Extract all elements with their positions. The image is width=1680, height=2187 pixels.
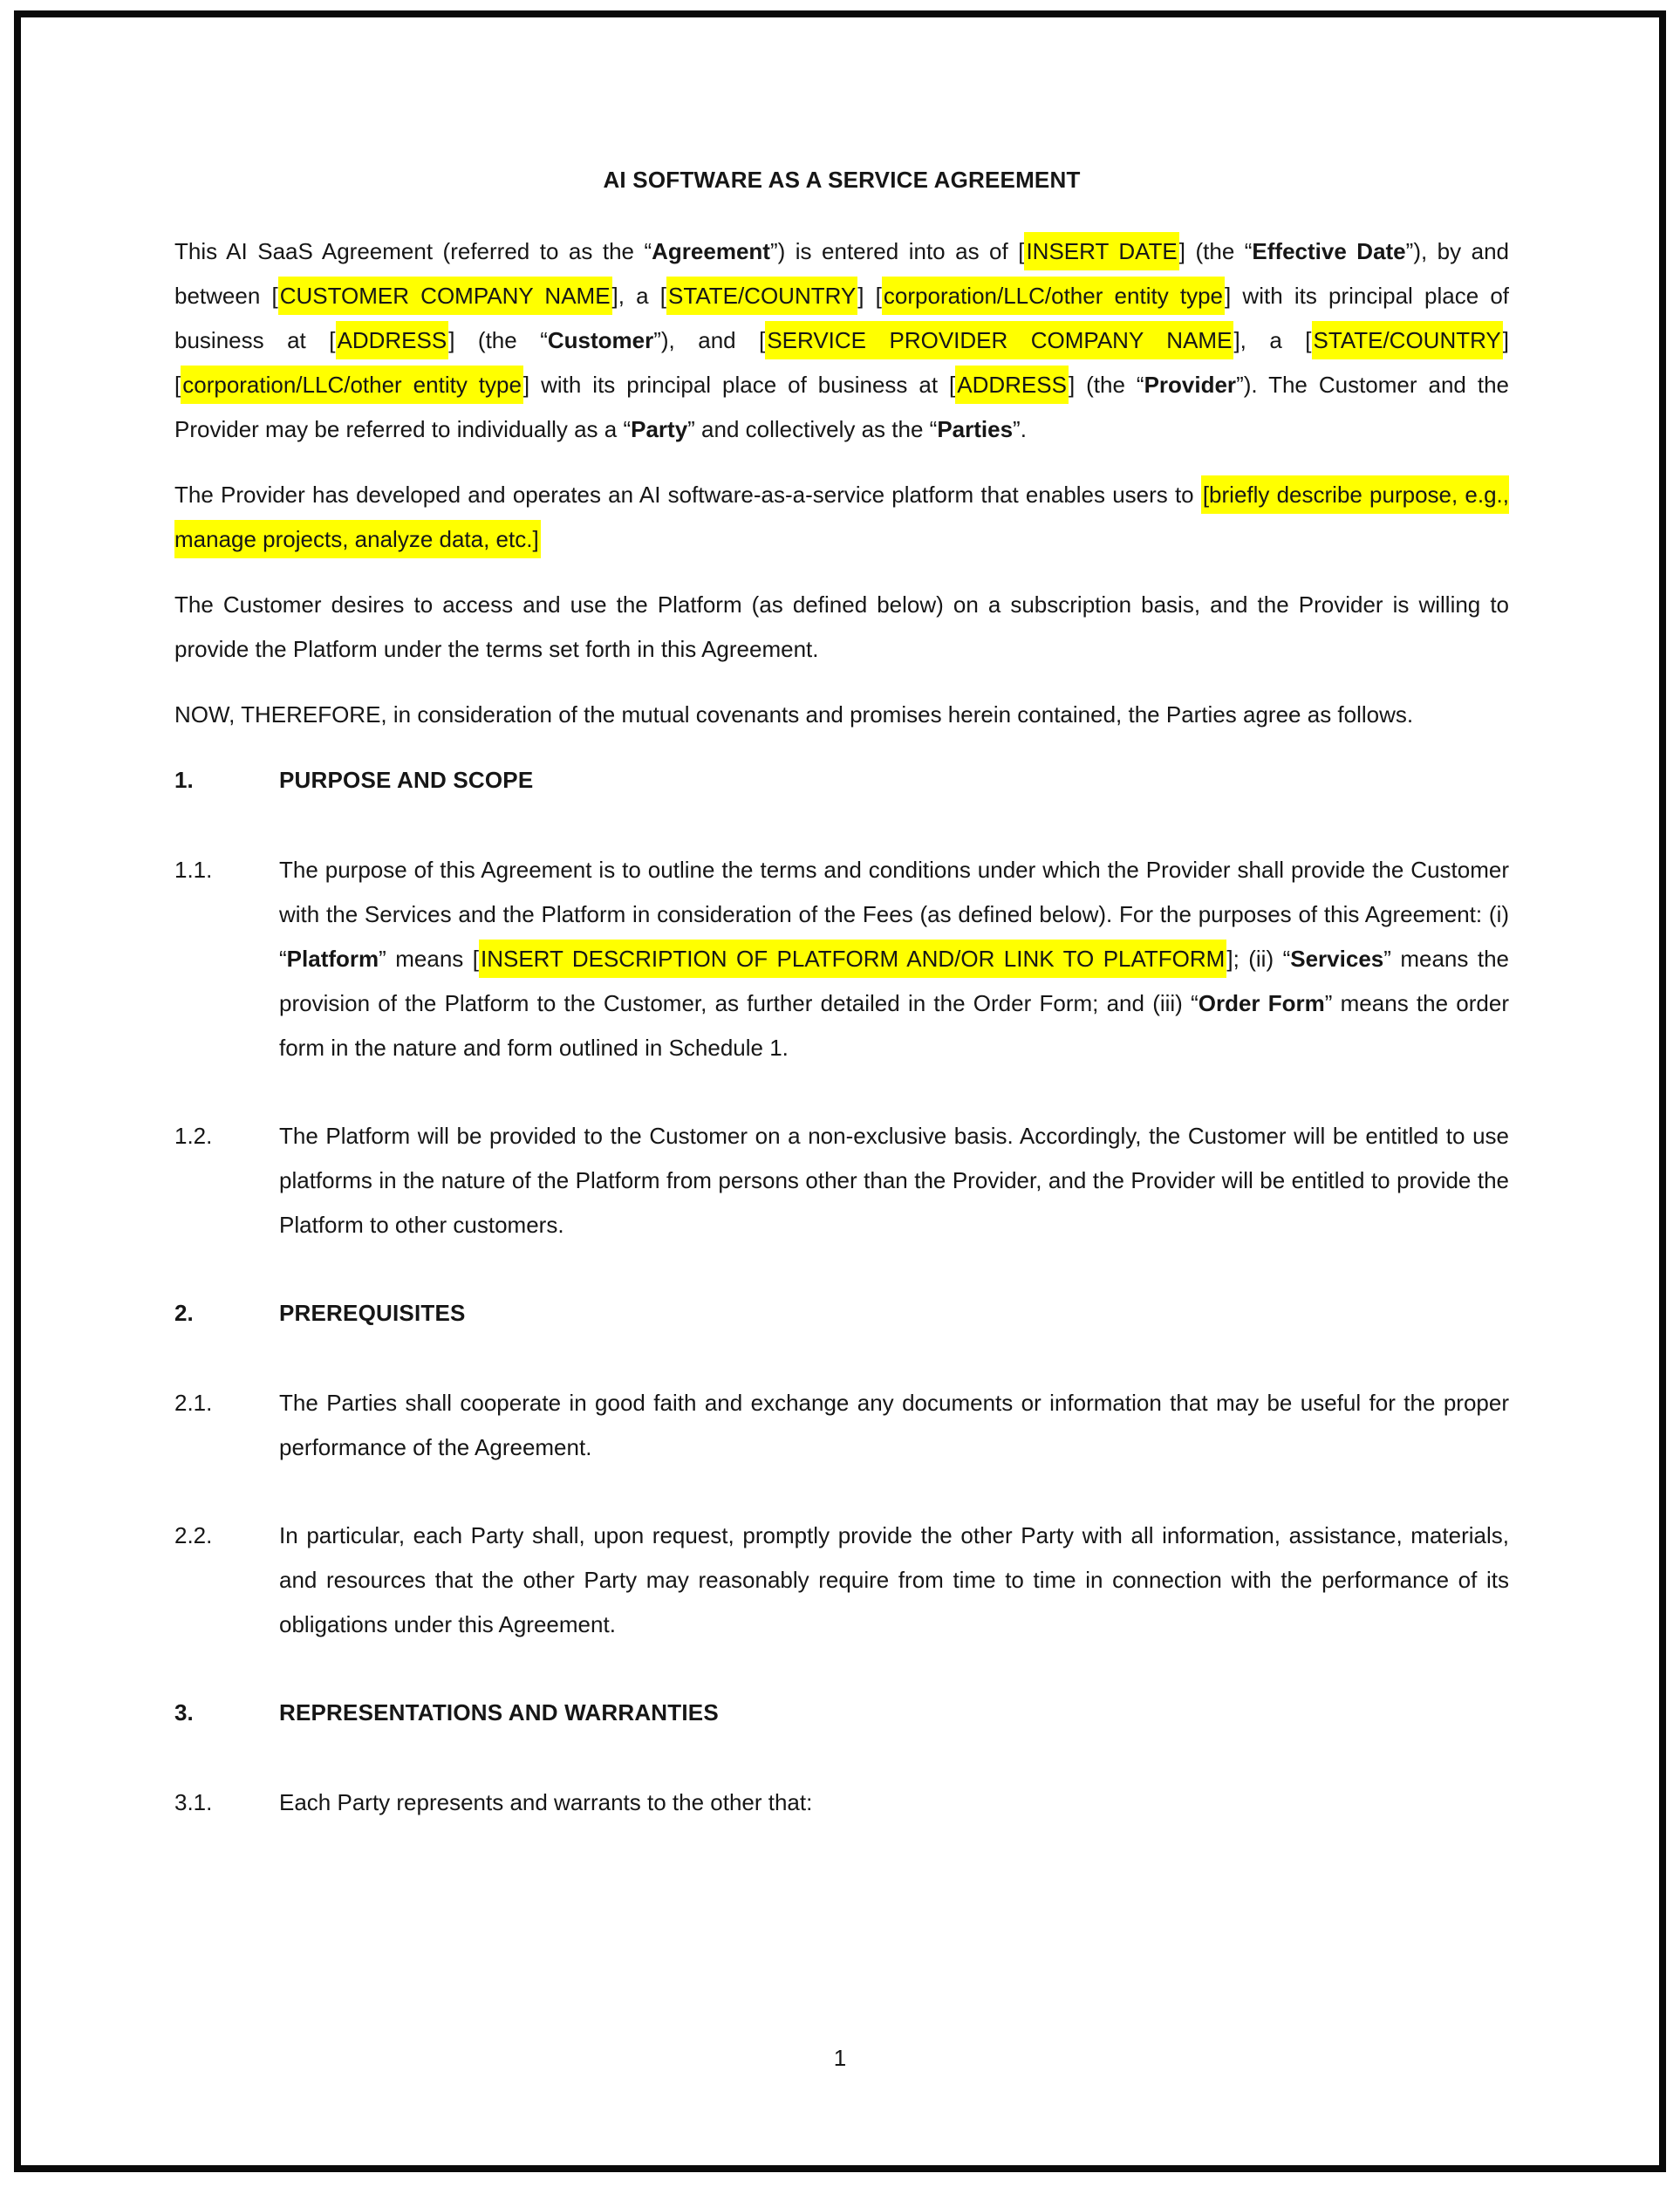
text-run: ] (the “ bbox=[1068, 372, 1144, 398]
bold-defined-term: Provider bbox=[1144, 372, 1237, 398]
text-run: ”), by and between [ bbox=[174, 238, 1510, 309]
block-text bbox=[174, 473, 1509, 562]
text-run: ” means the order form in the nature and form outlined in Schedule 1. bbox=[279, 990, 1509, 1061]
page-number: 1 bbox=[833, 2045, 847, 2071]
section-heading bbox=[174, 758, 1509, 803]
section-heading bbox=[174, 1291, 1509, 1336]
highlighted-placeholder: ADDRESS bbox=[336, 321, 449, 359]
text-run: ” means [ bbox=[379, 946, 479, 972]
text-run: In particular, each Party shall, upon request, promptly provide the other Party with all information, assistance, materials, and resources that the other Party may reasonably require from time to time in connection with the performance of its obligations under this Agreement. bbox=[279, 1522, 1509, 1637]
clause-number: 2.1. bbox=[174, 1390, 213, 1416]
numbered-clause bbox=[174, 1514, 1509, 1647]
block-text bbox=[174, 229, 1509, 452]
text-run: Each Party represents and warrants to the other that: bbox=[279, 1789, 813, 1815]
section-heading bbox=[174, 1691, 1509, 1735]
block-text bbox=[279, 1114, 1509, 1247]
clause-number: 3. bbox=[174, 1699, 194, 1726]
block-text bbox=[279, 1780, 1509, 1825]
highlighted-placeholder: corporation/LLC/other entity type bbox=[882, 277, 1225, 315]
paragraph bbox=[174, 693, 1509, 737]
highlighted-placeholder: ADDRESS bbox=[955, 366, 1069, 404]
numbered-clause bbox=[174, 1114, 1509, 1247]
text-run: ] with its principal place of business at [ bbox=[174, 283, 1510, 353]
clause-number: 1. bbox=[174, 767, 194, 793]
document-title: AI SOFTWARE AS A SERVICE AGREEMENT bbox=[603, 167, 1081, 193]
block-text bbox=[279, 1381, 1509, 1470]
text-run: PURPOSE AND SCOPE bbox=[279, 767, 534, 793]
bold-defined-term: Services bbox=[1290, 946, 1384, 972]
block-text bbox=[174, 693, 1509, 737]
text-run: ] with its principal place of business at [ bbox=[522, 372, 956, 398]
numbered-clause bbox=[174, 1780, 1509, 1825]
text-run: ” and collectively as the “ bbox=[687, 416, 938, 442]
text-run: The purpose of this Agreement is to outline the terms and conditions under which the Provider shall provide the Customer with the Services and the Platform in consideration of the Fees (as defined below). For the purposes of this Agreement: (i) “ bbox=[279, 857, 1509, 972]
text-run: PREREQUISITES bbox=[279, 1300, 466, 1326]
highlighted-placeholder: corporation/LLC/other entity type bbox=[181, 366, 523, 404]
text-run: ”. bbox=[1013, 416, 1027, 442]
text-run: ] [ bbox=[174, 327, 1510, 398]
text-run: This AI SaaS Agreement (referred to as the “ bbox=[174, 238, 652, 264]
block-text bbox=[279, 1514, 1509, 1647]
numbered-clause bbox=[174, 848, 1509, 1070]
highlighted-placeholder: SERVICE PROVIDER COMPANY NAME bbox=[765, 321, 1233, 359]
bold-defined-term: Agreement bbox=[652, 238, 770, 264]
text-run: ], a [ bbox=[1233, 327, 1312, 353]
document-body bbox=[174, 229, 1509, 1825]
bold-defined-term: Order Form bbox=[1198, 990, 1325, 1016]
bold-defined-term: Effective Date bbox=[1252, 238, 1406, 264]
text-run: The Customer desires to access and use the Platform (as defined below) on a subscription basis, and the Provider is willing to provide the Platform under the terms set forth in this Agreement. bbox=[174, 591, 1509, 662]
paragraph bbox=[174, 229, 1509, 452]
bold-defined-term: Party bbox=[631, 416, 688, 442]
clause-number: 2.2. bbox=[174, 1522, 213, 1548]
block-text bbox=[279, 1691, 1509, 1735]
text-run: ] [ bbox=[857, 283, 882, 309]
text-run: The Parties shall cooperate in good faith and exchange any documents or information that may be useful for the proper performance of the Agreement. bbox=[279, 1390, 1509, 1460]
highlighted-placeholder: INSERT DESCRIPTION OF PLATFORM AND/OR LINK TO PLATFORM bbox=[479, 940, 1226, 978]
block-text bbox=[174, 583, 1509, 672]
text-run: REPRESENTATIONS AND WARRANTIES bbox=[279, 1699, 719, 1726]
bold-defined-term: Parties bbox=[937, 416, 1014, 442]
clause-number: 1.2. bbox=[174, 1123, 213, 1149]
bold-defined-term: Customer bbox=[547, 327, 654, 353]
text-run: ”). The Customer and the Provider may be referred to individually as a “ bbox=[174, 372, 1509, 442]
clause-number: 1.1. bbox=[174, 857, 213, 883]
text-run: ] (the “ bbox=[1178, 238, 1253, 264]
highlighted-placeholder: [briefly describe purpose, e.g., manage projects, analyze data, etc.] bbox=[174, 475, 1509, 558]
text-run: NOW, THEREFORE, in consideration of the mutual covenants and promises herein contained, the Parties agree as follows. bbox=[174, 701, 1414, 728]
text-run: ], a [ bbox=[611, 283, 667, 309]
block-text bbox=[279, 758, 1509, 803]
bold-defined-term: Platform bbox=[286, 946, 379, 972]
block-text bbox=[279, 1291, 1509, 1336]
text-run: ]; (ii) “ bbox=[1226, 946, 1291, 972]
clause-number: 2. bbox=[174, 1300, 194, 1326]
paragraph bbox=[174, 473, 1509, 562]
numbered-clause bbox=[174, 1381, 1509, 1470]
text-run: The Provider has developed and operates an AI software-as-a-service platform that enables users to bbox=[174, 482, 1201, 508]
text-run: ” means the provision of the Platform to the Customer, as further detailed in the Order Form; and (iii) “ bbox=[279, 946, 1509, 1016]
document-content bbox=[174, 158, 1509, 1869]
highlighted-placeholder: STATE/COUNTRY bbox=[666, 277, 857, 315]
highlighted-placeholder: STATE/COUNTRY bbox=[1312, 321, 1503, 359]
clause-number: 3.1. bbox=[174, 1789, 213, 1815]
paragraph bbox=[174, 583, 1509, 672]
text-run: ] (the “ bbox=[448, 327, 548, 353]
text-run: ”) is entered into as of [ bbox=[769, 238, 1025, 264]
highlighted-placeholder: INSERT DATE bbox=[1024, 232, 1178, 270]
text-run: ”), and [ bbox=[653, 327, 766, 353]
text-run: The Platform will be provided to the Customer on a non-exclusive basis. Accordingly, the Customer will be entitled to use platforms in the nature of the Platform from persons other than the Provider, and the Provider will be entitled to provide the Platform to other customers. bbox=[279, 1123, 1509, 1238]
highlighted-placeholder: CUSTOMER COMPANY NAME bbox=[278, 277, 612, 315]
block-text bbox=[279, 848, 1509, 1070]
